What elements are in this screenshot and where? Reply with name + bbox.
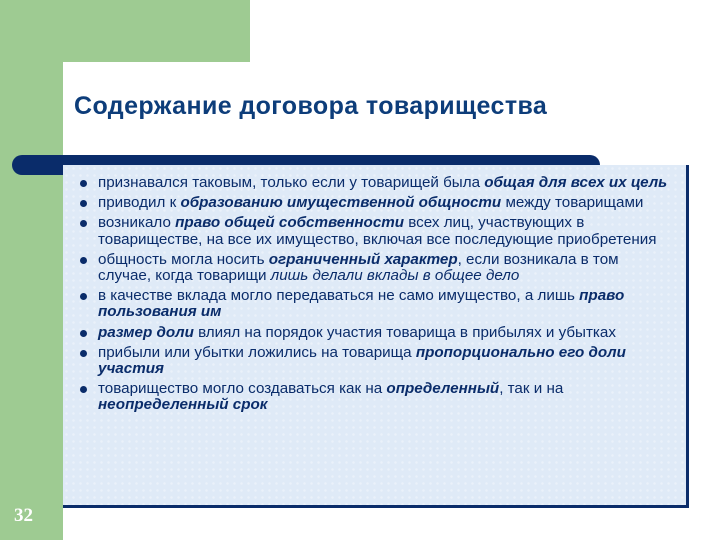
bullet-emphasis: неопределенный срок: [98, 396, 268, 414]
bullet-emphasis: право общей собственности: [175, 214, 405, 232]
bullet-text: возникало: [98, 214, 176, 232]
bullet-item: [79, 252, 674, 284]
bullet-item: [79, 325, 674, 341]
bullet-item: [79, 381, 674, 413]
bullet-emphasis: ограниченный характер: [268, 250, 458, 268]
bullet-text: прибыли или убытки ложились на товарища: [98, 343, 416, 361]
bullet-text: приводил к: [98, 194, 181, 212]
content-box: [63, 165, 689, 508]
bullet-emphasis: размер доли: [98, 323, 194, 341]
slide-title: Содержание договора товарищества: [74, 92, 548, 120]
bullet-item: [79, 215, 674, 247]
page-number: 32: [14, 505, 33, 526]
left-green-band: [0, 0, 63, 540]
bullet-text: влиял на порядок участия товарища в прибылях и убытках: [193, 323, 616, 341]
bullet-text: товарищество могло создаваться как на: [98, 380, 387, 398]
bullet-item: [79, 195, 674, 211]
bullet-text: всех лиц, участвующих в товариществе, на все их имущество, включая все последующие приобретения: [98, 214, 657, 248]
bullet-italic: лишь делали вклады в общее дело: [270, 267, 520, 285]
bullet-list: [63, 165, 686, 414]
bullet-item: [79, 288, 674, 320]
bullet-emphasis: определенный: [386, 380, 500, 398]
bullet-text: признавался таковым, только если у товарищей была: [98, 174, 485, 191]
bullet-emphasis: образованию имущественной общности: [180, 194, 502, 212]
top-green-band: [0, 0, 250, 62]
bullet-text: , так и на: [499, 380, 564, 398]
bullet-item: [79, 345, 674, 377]
bullet-text: между товарищами: [501, 194, 644, 212]
bullet-emphasis: общая для всех их цель: [484, 174, 668, 191]
bullet-item: [79, 175, 674, 191]
bullet-text: общность могла носить: [98, 250, 269, 268]
bullet-text: в качестве вклада могло передаваться не само имущество, а лишь: [98, 287, 580, 305]
bullet-emphasis: пропорционально его доли участия: [98, 343, 626, 378]
bullet-emphasis: право пользования им: [98, 287, 625, 321]
bullet-text: , если возникала в том случае, когда товарищи: [98, 250, 619, 285]
